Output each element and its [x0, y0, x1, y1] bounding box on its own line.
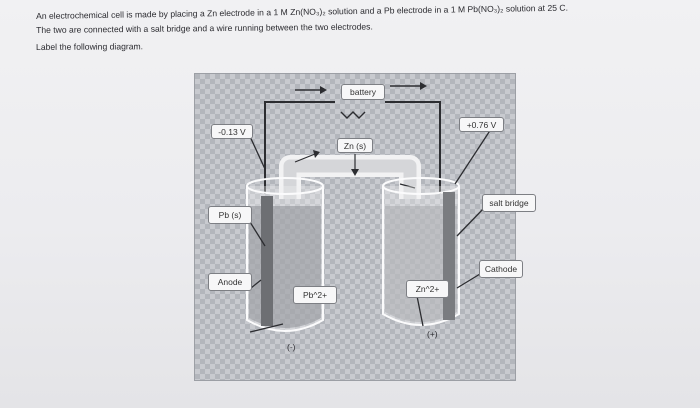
label-cathode[interactable]: Cathode	[479, 260, 523, 278]
arrow-right-head	[420, 82, 427, 90]
pointer-salt-bridge	[457, 207, 485, 236]
label-pb-s[interactable]: Pb (s)	[208, 206, 252, 224]
right-beaker	[383, 178, 459, 325]
right-sign-marker: (+)	[427, 329, 438, 339]
pointer-cathode	[457, 274, 480, 288]
left-sign-marker: (-)	[287, 342, 296, 352]
label-battery[interactable]: battery	[341, 84, 385, 100]
label-anode[interactable]: Anode	[208, 273, 252, 291]
question-line-1: An electrochemical cell is made by placing a Zn electrode in a 1 M Zn(NO₃)₂ solution and a Pb electrode in a 1 M Pb(NO₃)₂ solution at 25 C.	[36, 2, 569, 21]
label-zn-s[interactable]: Zn (s)	[337, 138, 373, 153]
right-electrode	[443, 192, 455, 320]
arrow-left-head	[320, 86, 327, 94]
battery-zigzag	[341, 112, 365, 118]
left-electrode	[261, 196, 273, 326]
question-line-2: The two are connected with a salt bridge and a wire running between the two electrodes.	[36, 21, 373, 35]
left-beaker	[247, 178, 323, 331]
label-pb-ion[interactable]: Pb^2+	[293, 286, 337, 304]
left-solution	[249, 206, 321, 328]
electrochemical-cell-diagram	[195, 74, 529, 380]
pointer-pos-potential	[455, 126, 493, 184]
label-zn-ion[interactable]: Zn^2+	[406, 280, 449, 298]
label-pos-potential[interactable]: +0.76 V	[459, 117, 504, 132]
label-salt-bridge[interactable]: salt bridge	[482, 194, 536, 212]
label-neg-potential[interactable]: -0.13 V	[211, 124, 253, 139]
question-line-3: Label the following diagram.	[36, 41, 144, 52]
battery-symbol	[341, 112, 365, 118]
